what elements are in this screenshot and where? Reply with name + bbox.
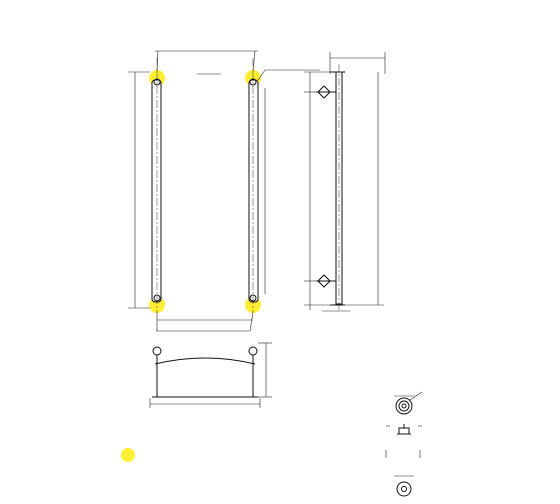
side-view [304,52,385,312]
plug-detail [386,392,422,496]
legend-connection-marker [121,448,135,462]
lower-bracket [316,275,336,287]
left-vertical-pipe [152,80,161,302]
shelf-arc [155,358,255,364]
front-view [128,51,320,331]
top-view [150,343,272,408]
upper-bracket [316,86,336,98]
top-view-left-fitting [153,347,161,355]
right-vertical-pipe [249,80,258,302]
plug-profile [399,428,409,434]
plug-outer-circle [396,398,412,414]
plug-section-2-circle [397,482,411,496]
top-view-right-fitting [249,347,257,355]
